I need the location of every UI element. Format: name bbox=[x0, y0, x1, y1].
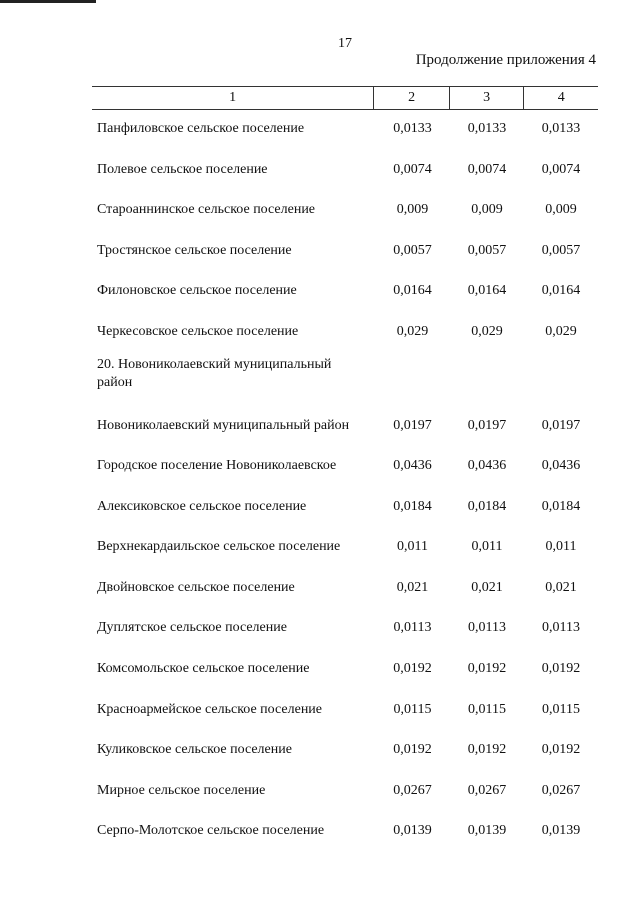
value-cell-col4: 0,0115 bbox=[542, 701, 580, 717]
value-cell-col4: 0,011 bbox=[545, 539, 577, 555]
section-title-line1: 20. Новониколаевский муниципальный bbox=[97, 356, 332, 372]
value-cell-col2: 0,011 bbox=[397, 539, 428, 555]
scan-edge-mark bbox=[0, 0, 96, 3]
value-cell-col4: 0,021 bbox=[545, 579, 577, 595]
settlement-name-cell: Алексиковское сельское поселение bbox=[97, 498, 307, 514]
value-cell-col2: 0,0133 bbox=[393, 121, 432, 136]
settlement-name-cell: Красноармейское сельское поселение bbox=[97, 701, 323, 717]
section-title-line2: район bbox=[97, 374, 133, 390]
table-row bbox=[92, 282, 598, 300]
value-cell-col2: 0,009 bbox=[396, 202, 429, 217]
value-cell-col4: 0,0192 bbox=[541, 742, 581, 758]
table-row bbox=[92, 701, 598, 719]
value-cell-col3: 0,0139 bbox=[467, 823, 507, 839]
value-cell-col2: 0,0192 bbox=[393, 742, 432, 758]
settlement-name-cell: Черкесовское сельское поселение bbox=[97, 323, 299, 339]
value-cell-col3: 0,0267 bbox=[467, 782, 507, 798]
value-cell-col4: 0,0057 bbox=[541, 242, 581, 258]
value-cell-col4: 0,0139 bbox=[541, 823, 581, 839]
table-body-part-b bbox=[92, 417, 598, 841]
value-cell-col4: 0,029 bbox=[545, 323, 577, 339]
value-cell-col4: 0,009 bbox=[545, 202, 577, 217]
column-header-4: 4 bbox=[523, 87, 598, 109]
value-cell-col3: 0,0115 bbox=[468, 701, 506, 717]
value-cell-col3: 0,0184 bbox=[467, 498, 507, 514]
value-cell-col3: 0,0197 bbox=[467, 417, 507, 433]
table-header-row bbox=[92, 86, 598, 110]
value-cell-col4: 0,0184 bbox=[541, 498, 581, 514]
settlement-name-cell: Новониколаевский муниципальный район bbox=[97, 417, 350, 433]
table-row bbox=[92, 498, 598, 516]
value-cell-col2: 0,0436 bbox=[393, 458, 432, 474]
value-cell-col3: 0,0133 bbox=[467, 121, 507, 136]
value-cell-col3: 0,009 bbox=[471, 202, 503, 217]
value-cell-col4: 0,0133 bbox=[541, 121, 581, 136]
table-row bbox=[92, 782, 598, 800]
value-cell-col3: 0,021 bbox=[471, 579, 503, 595]
value-cell-col4: 0,0197 bbox=[541, 417, 581, 433]
value-cell-col2: 0,0113 bbox=[393, 620, 432, 636]
settlement-name-cell: Куликовское сельское поселение bbox=[97, 742, 292, 758]
table-row bbox=[92, 741, 598, 759]
table-row bbox=[92, 161, 598, 179]
settlement-name-cell: Комсомольское сельское поселение bbox=[97, 661, 310, 677]
value-cell-col2: 0,0192 bbox=[393, 661, 432, 677]
table-row bbox=[92, 120, 598, 138]
data-table bbox=[92, 86, 598, 840]
value-cell-col3: 0,0192 bbox=[467, 661, 507, 677]
settlement-name-cell: Староаннинское сельское поселение bbox=[97, 202, 316, 217]
value-cell-col4: 0,0113 bbox=[542, 620, 580, 636]
value-cell-col4: 0,0074 bbox=[541, 161, 581, 177]
value-cell-col3: 0,0074 bbox=[467, 161, 507, 177]
settlement-name-cell: Серпо-Молотское сельское поселение bbox=[97, 823, 325, 839]
table-row bbox=[92, 579, 598, 597]
table-row bbox=[92, 660, 598, 678]
column-header-1: 1 bbox=[229, 90, 237, 105]
value-cell-col3: 0,0164 bbox=[467, 283, 507, 298]
value-cell-col3: 0,0057 bbox=[467, 242, 507, 258]
value-cell-col2: 0,021 bbox=[396, 579, 429, 595]
column-header-3: 3 bbox=[449, 87, 524, 109]
table-row bbox=[92, 201, 598, 219]
value-cell-col3: 0,011 bbox=[471, 539, 503, 555]
table-body-part-a bbox=[92, 120, 598, 341]
settlement-name-cell: Двойновское сельское поселение bbox=[97, 579, 295, 595]
value-cell-col3: 0,0113 bbox=[468, 620, 506, 636]
continuation-caption: Продолжение приложения 4 bbox=[415, 52, 596, 68]
value-cell-col4: 0,0436 bbox=[541, 458, 581, 474]
table-row bbox=[92, 619, 598, 637]
value-cell-col4: 0,0192 bbox=[541, 661, 581, 677]
value-cell-col4: 0,0267 bbox=[541, 782, 581, 798]
settlement-name-cell: Тростянское сельское поселение bbox=[97, 242, 292, 258]
table-row bbox=[92, 457, 598, 475]
value-cell-col2: 0,0115 bbox=[393, 701, 432, 717]
value-cell-col2: 0,0184 bbox=[393, 498, 432, 514]
column-header-2: 2 bbox=[373, 87, 449, 109]
settlement-name-cell: Дуплятское сельское поселение bbox=[97, 620, 287, 636]
value-cell-col2: 0,0197 bbox=[393, 417, 432, 433]
settlement-name-cell: Городское поселение Новониколаевское bbox=[97, 458, 337, 474]
settlement-name-cell: Панфиловское сельское поселение bbox=[97, 121, 305, 136]
settlement-name-cell: Филоновское сельское поселение bbox=[97, 283, 297, 298]
settlement-name-cell: Верхнекардаильское сельское поселение bbox=[97, 539, 341, 555]
settlement-name-cell: Мирное сельское поселение bbox=[97, 782, 266, 798]
value-cell-col3: 0,029 bbox=[471, 323, 503, 339]
table-row bbox=[92, 242, 598, 260]
value-cell-col2: 0,0074 bbox=[393, 161, 432, 177]
table-row bbox=[92, 417, 598, 435]
value-cell-col4: 0,0164 bbox=[541, 283, 581, 298]
value-cell-col2: 0,0267 bbox=[393, 782, 432, 798]
page-number: 17 bbox=[338, 36, 352, 51]
value-cell-col3: 0,0436 bbox=[467, 458, 507, 474]
value-cell-col2: 0,0057 bbox=[393, 242, 432, 258]
value-cell-col2: 0,0139 bbox=[393, 823, 432, 839]
settlement-name-cell: Полевое сельское поселение bbox=[97, 161, 268, 177]
value-cell-col2: 0,029 bbox=[396, 323, 429, 339]
value-cell-col2: 0,0164 bbox=[393, 283, 432, 298]
value-cell-col3: 0,0192 bbox=[467, 742, 507, 758]
table-row bbox=[92, 538, 598, 556]
section-heading bbox=[92, 356, 375, 392]
table-row bbox=[92, 323, 598, 341]
table-row bbox=[92, 822, 598, 840]
